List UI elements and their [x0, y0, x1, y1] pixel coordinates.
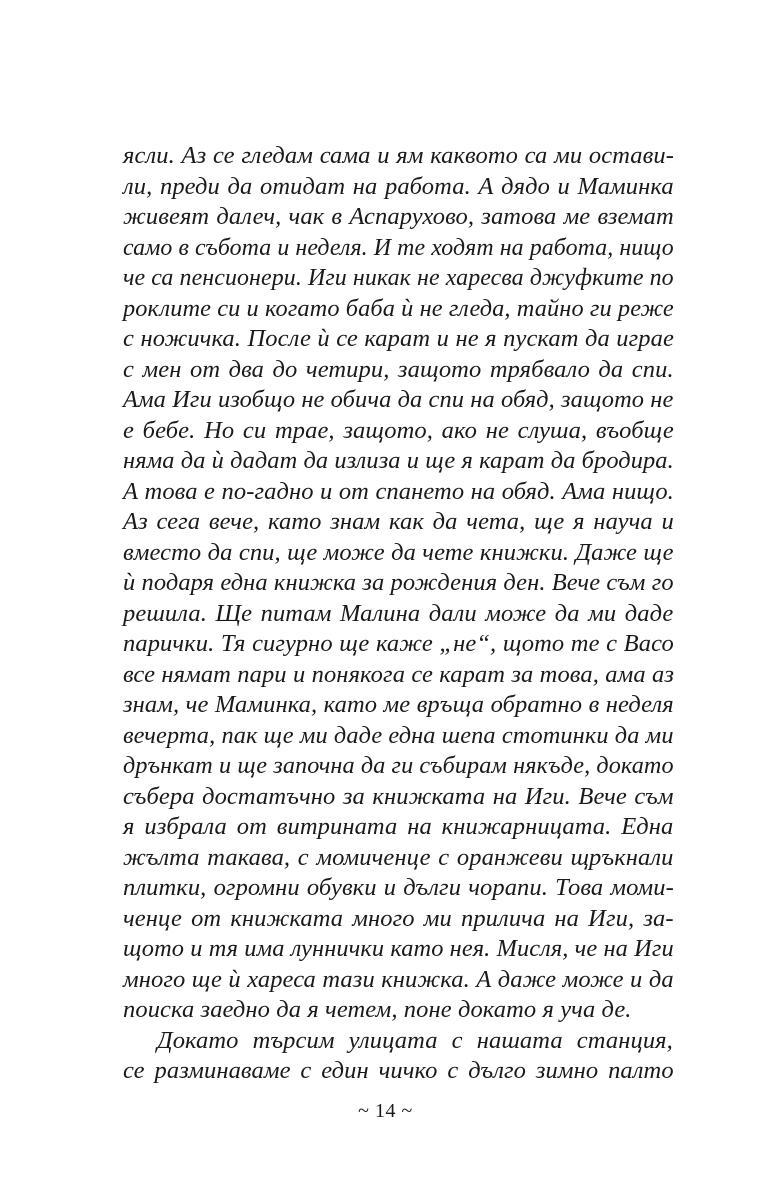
text-line: ѝ подаря една книжка за рождения ден. Вече съм го — [123, 569, 674, 596]
text-line: решила. Ще питам Малина дали може да ми даде — [123, 599, 674, 627]
text-line: че са пенсионери. Иги никак не харесва джуфките по — [123, 265, 674, 291]
text-line: все нямат пари и понякога се карат за това, ама аз — [123, 660, 674, 688]
text-line: много ще ѝ хареса тази книжка. А даже може и да — [123, 965, 674, 993]
page-number: ~ 14 ~ — [358, 1100, 413, 1122]
text-line: ченце от книжката много ми прилича на Иги, за- — [123, 904, 674, 932]
text-line: плитки, огромни обувки и дълги чорапи. Това моми- — [123, 874, 674, 901]
text-line: Аз сега вече, като знам как да чета, ще я науча и — [123, 508, 674, 535]
text-line: с ножичка. После ѝ се карат и не я пускат да играе — [123, 325, 674, 352]
text-line: знам, че Маминка, като ме връща обратно в неделя — [123, 691, 674, 718]
body-text — [123, 141, 674, 1087]
text-line: щото и тя има луннички като нея. Мисля, че на Иги — [123, 935, 674, 962]
text-line: Ама Иги изобщо не обича да спи на обяд, защото не — [123, 386, 674, 413]
text-line: Докато търсим улицата с нашата станция, — [157, 1026, 673, 1054]
text-line: с мен от два до четири, защото трябвало да спи. — [123, 355, 674, 383]
text-line: събера достатъчно за книжката на Иги. Вече съм — [123, 782, 674, 810]
text-line: жълта такава, с момиченце с оранжеви щръкнали — [123, 843, 674, 871]
text-line: роклите си и когато баба ѝ не гледа, тайно ги реже — [123, 294, 674, 322]
text-line: ли, преди да отидат на работа. А дядо и Маминка — [123, 172, 674, 200]
text-line: вместо да спи, ще може да чете книжки. Даже ще — [123, 538, 674, 566]
text-line: е бебе. Но си трае, защото, ако не слуша, въобще — [123, 416, 674, 444]
text-line: поиска заедно да я четем, поне докато я уча де. — [123, 996, 632, 1023]
text-line: дрънкат и ще започна да ги събирам някъде, докато — [123, 752, 674, 779]
text-line: А това е по-гадно и от спането на обяд. Ама нищо. — [123, 477, 674, 505]
text-line: парички. Тя сигурно ще каже „не“, щото те с Васо — [123, 630, 674, 657]
text-line: живеят далеч, чак в Аспарухово, затова ме вземат — [123, 203, 674, 230]
text-line: ясли. Аз се гледам сама и ям каквото са ми остави- — [123, 142, 674, 169]
text-line: се разминаваме с един чичко с дълго зимно палто — [123, 1057, 674, 1084]
text-line: само в събота и неделя. И те ходят на работа, нищо — [123, 234, 674, 261]
text-line: няма да ѝ дадат да излиза и ще я карат да бродира. — [123, 447, 674, 474]
text-line: я избрала от витрината на книжарницата. Една — [123, 813, 674, 840]
text-line: вечерта, пак ще ми даде една шепа стотинки да ми — [123, 721, 674, 749]
